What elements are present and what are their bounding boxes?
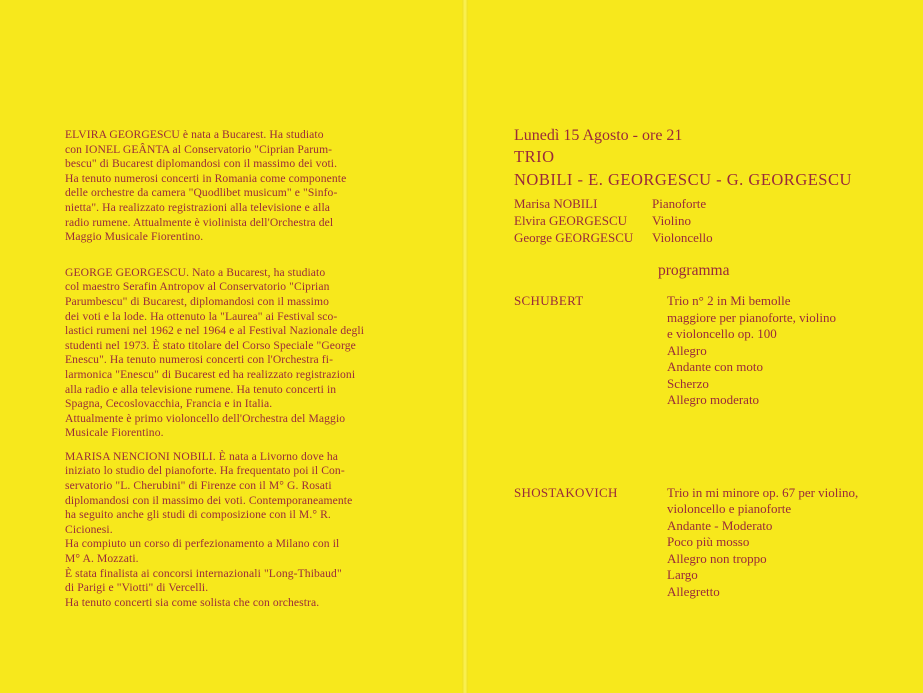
performer-row: [514, 212, 909, 229]
bio-line: col maestro Serafin Antropov al Conservatorio "Ciprian: [65, 280, 330, 294]
bio-line: MARISA NENCIONI NOBILI. È nata a Livorno dove ha: [65, 449, 339, 463]
bio-line: alla radio e alla televisione rumene. Ha tenuto concerti in: [65, 382, 337, 396]
program-panel: [514, 126, 909, 600]
bio-line: Musicale Fiorentino.: [65, 426, 164, 440]
work-title-line: Trio in mi minore op. 67 per violino,: [667, 484, 859, 500]
composer-name: SHOSTAKOVICH: [514, 484, 618, 500]
bio-line: Attualmente è primo violoncello dell'Orchestra del Maggio: [65, 411, 346, 425]
bio-line: ELVIRA GEORGESCU è nata a Bucarest. Ha studiato: [65, 128, 324, 141]
bio-line: M° A. Mozzati.: [65, 552, 139, 566]
bio-line: Enescu". Ha tenuto numerosi concerti con l'Orchestra fi-: [65, 353, 334, 367]
work-details: [667, 293, 907, 409]
ensemble-names: NOBILI - E. GEORGESCU - G. GEORGESCU: [514, 170, 852, 189]
performer-name: George GEORGESCU: [514, 230, 634, 245]
bio-line: Ha tenuto concerti sia come solista che con orchestra.: [65, 595, 320, 609]
composer-name: SCHUBERT: [514, 293, 584, 308]
bio-line: Ha tenuto numerosi concerti in Romania come componente: [65, 171, 347, 185]
work-details: [667, 485, 907, 601]
performer-instrument: Pianoforte: [652, 196, 707, 211]
bio-george-georgescu: [65, 266, 405, 441]
movement: Allegretto: [667, 583, 720, 599]
movement: Allegro: [667, 342, 707, 358]
performer-instrument: Violino: [652, 213, 691, 228]
bio-line: Spagna, Cecoslovacchia, Francia e in Italia.: [65, 397, 273, 411]
bio-line: lastici rumeni nel 1962 e nel 1964 e al Festival Nazionale degli: [65, 324, 365, 338]
performer-row: [514, 229, 909, 246]
bio-line: larmonica "Enescu" di Bucarest ed ha realizzato registrazioni: [65, 367, 356, 381]
bio-line: diplomandosi con il massimo dei voti. Contemporaneamente: [65, 493, 353, 507]
work-title-line: e violoncello op. 100: [667, 326, 777, 341]
bio-line: nietta". Ha realizzato registrazioni alla televisione e alla: [65, 200, 331, 214]
bio-line: servatorio "L. Cherubini" di Firenze con il M° G. Rosati: [65, 479, 332, 493]
work-title-line: Trio n° 2 in Mi bemolle: [667, 293, 791, 308]
movement: Scherzo: [667, 375, 709, 391]
movement: Poco più mosso: [667, 534, 750, 549]
bio-line: di Parigi e "Viotti" di Vercelli.: [65, 581, 209, 595]
programma-heading: programma: [658, 262, 730, 279]
performer-name: Elvira GEORGESCU: [514, 213, 628, 228]
bio-line: con IONEL GEÂNTA al Conservatorio "Ciprian Parum-: [65, 142, 333, 156]
work-title-line: maggiore per pianoforte, violino: [667, 309, 836, 325]
bio-elvira-georgescu: [65, 128, 405, 245]
bio-line: Cicionesi.: [65, 522, 113, 536]
performer-name: Marisa NOBILI: [514, 196, 598, 211]
bio-line: È stata finalista ai concorsi internazionali "Long-Thibaud": [65, 566, 342, 580]
bio-line: delle orchestre da camera "Quodlibet musicum" e "Sinfo-: [65, 186, 338, 200]
movement: Allegro moderato: [667, 392, 760, 407]
bio-line: studenti nel 1973. È stato titolare del Corso Speciale "George: [65, 338, 356, 352]
bio-line: bescu" di Bucarest diplomandosi con il massimo dei voti.: [65, 157, 338, 171]
bio-line: Maggio Musicale Fiorentino.: [65, 230, 204, 244]
bio-marisa-nencioni-nobili: [65, 450, 405, 611]
center-fold: [462, 0, 468, 693]
biographies-panel: [65, 128, 405, 631]
bio-line: Ha compiuto un corso di perfezionamento a Milano con il: [65, 537, 340, 551]
program-piece-shostakovich: [514, 485, 909, 601]
bio-line: dei voti e la lode. Ha ottenuto la "Laurea" ai Festival sco-: [65, 309, 338, 323]
movement: Andante con moto: [667, 359, 764, 374]
work-title-line: violoncello e pianoforte: [667, 501, 792, 516]
bio-line: ha seguito anche gli studi di composizione con il M.° R.: [65, 508, 331, 522]
performers-list: [514, 195, 909, 246]
program-piece-schubert: [514, 293, 909, 409]
bio-line: Parumbescu" di Bucarest, diplomandosi con il massimo: [65, 294, 329, 308]
concert-date: Lunedì 15 Agosto - ore 21: [514, 127, 683, 144]
bio-line: iniziato lo studio del pianoforte. Ha frequentato poi il Con-: [65, 464, 345, 478]
bio-line: radio rumene. Attualmente è violinista dell'Orchestra del: [65, 215, 334, 229]
performer-row: [514, 195, 909, 212]
movement: Andante - Moderato: [667, 517, 773, 533]
performer-instrument: Violoncello: [652, 230, 713, 245]
movement: Largo: [667, 567, 698, 582]
bio-line: GEORGE GEORGESCU. Nato a Bucarest, ha studiato: [65, 265, 326, 279]
movement: Allegro non troppo: [667, 550, 767, 566]
ensemble-type: TRIO: [514, 147, 555, 166]
